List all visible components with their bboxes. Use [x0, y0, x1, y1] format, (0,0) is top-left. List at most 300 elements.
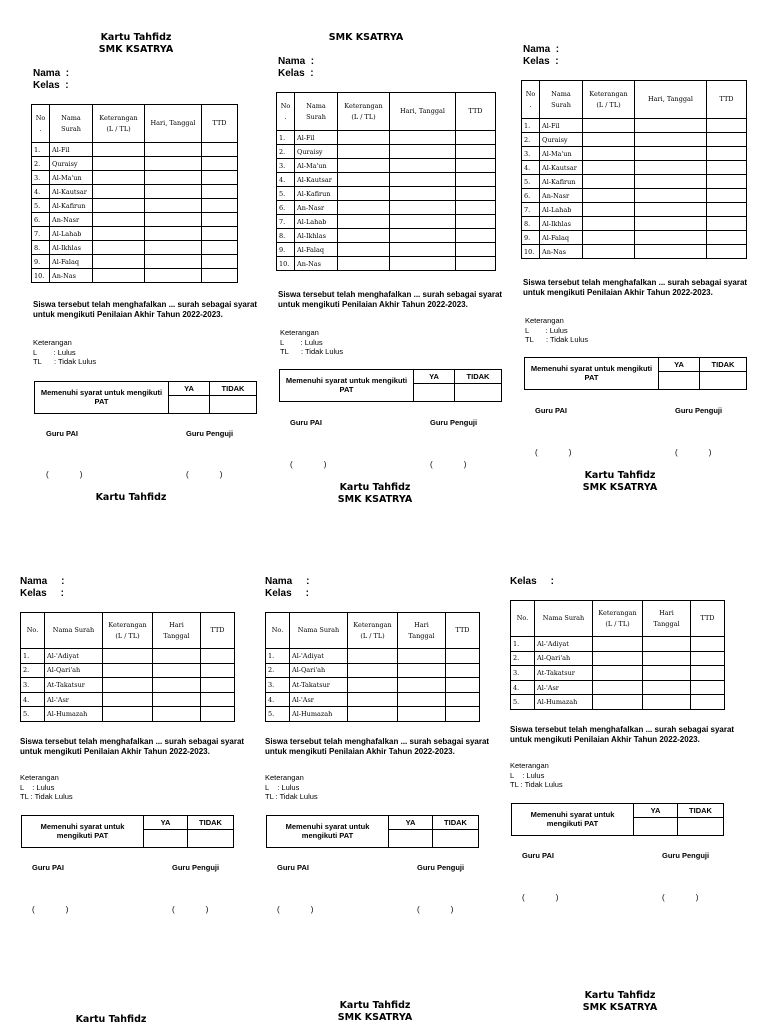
empty-cell[interactable] — [390, 229, 456, 243]
table-row — [266, 649, 480, 664]
empty-cell[interactable] — [338, 201, 390, 215]
empty-cell[interactable] — [145, 157, 202, 171]
empty-cell[interactable] — [398, 663, 446, 678]
row-number: 6. — [32, 213, 50, 227]
surah-name: An-Nas — [295, 257, 338, 271]
table-row — [522, 119, 747, 133]
signature-blank-pai[interactable]: ( ) — [32, 905, 69, 914]
row-number: 8. — [522, 217, 540, 231]
empty-cell[interactable] — [446, 707, 480, 722]
row-number: 1. — [21, 649, 45, 664]
surah-name: Al-Falaq — [50, 255, 93, 269]
table-row — [277, 201, 496, 215]
row-number: 7. — [277, 215, 295, 229]
row-number: 3. — [277, 159, 295, 173]
empty-cell[interactable] — [643, 666, 691, 681]
table-row — [277, 229, 496, 243]
empty-cell[interactable] — [153, 649, 201, 664]
table-row — [522, 175, 747, 189]
guru-penguji-label: Guru Penguji — [417, 863, 465, 872]
kelas-label: Kelas : — [20, 588, 64, 599]
empty-cell[interactable] — [446, 678, 480, 693]
surah-name: Al-Ma'un — [540, 147, 583, 161]
empty-cell[interactable] — [390, 173, 456, 187]
pat-requirement-box — [266, 815, 479, 848]
empty-cell[interactable] — [145, 171, 202, 185]
empty-cell[interactable] — [338, 215, 390, 229]
row-number: 6. — [277, 201, 295, 215]
footer-line: Kartu Tahfidz — [584, 990, 656, 1001]
empty-cell[interactable] — [103, 692, 153, 707]
row-number: 2. — [21, 663, 45, 678]
empty-cell[interactable] — [390, 159, 456, 173]
empty-cell[interactable] — [338, 145, 390, 159]
kelas-label: Kelas : — [265, 588, 309, 599]
surah-name: Al-Falaq — [295, 243, 338, 257]
empty-cell[interactable] — [93, 185, 145, 199]
legend-title: Keterangan — [33, 338, 72, 347]
empty-cell[interactable] — [103, 649, 153, 664]
legend-title: Keterangan — [525, 316, 564, 325]
footer-line: SMK KSATRYA — [582, 1002, 658, 1013]
empty-cell[interactable] — [201, 649, 235, 664]
surah-name: Al-'Adiyat — [45, 649, 103, 664]
column-header: Keterangan (L / TL) — [338, 93, 390, 131]
empty-cell[interactable] — [145, 143, 202, 157]
statement-text: Siswa tersebut telah menghafalkan ... surah sebagai syarat untuk mengikuti Penilaian Akhir Tahun 2022-2023. — [33, 300, 258, 319]
signature-blank-pai[interactable]: ( ) — [290, 460, 327, 469]
column-header: Nama Surah — [535, 601, 593, 637]
signature-blank-penguji[interactable]: ( ) — [662, 893, 699, 902]
ya-checkbox[interactable] — [144, 830, 188, 848]
column-header: TTD — [202, 105, 238, 143]
table-row — [266, 663, 480, 678]
signature-blank-penguji[interactable]: ( ) — [675, 448, 712, 457]
pat-requirement-box — [524, 357, 747, 390]
empty-cell[interactable] — [456, 201, 496, 215]
empty-cell[interactable] — [707, 133, 747, 147]
empty-cell[interactable] — [338, 257, 390, 271]
empty-cell[interactable] — [398, 649, 446, 664]
surah-table — [276, 92, 496, 271]
empty-cell[interactable] — [390, 257, 456, 271]
empty-cell[interactable] — [691, 637, 725, 652]
row-number: 5. — [277, 187, 295, 201]
surah-name: Quraisy — [50, 157, 93, 171]
empty-cell[interactable] — [202, 143, 238, 157]
column-header: No . — [277, 93, 295, 131]
surah-name: Al-Fil — [540, 119, 583, 133]
table-row — [21, 649, 235, 664]
nama-label: Nama : — [265, 576, 310, 587]
surah-name: At-Takatsur — [290, 678, 348, 693]
empty-cell[interactable] — [398, 707, 446, 722]
empty-cell[interactable] — [103, 707, 153, 722]
empty-cell[interactable] — [691, 651, 725, 666]
empty-cell[interactable] — [201, 663, 235, 678]
empty-cell[interactable] — [456, 243, 496, 257]
signature-blank-pai[interactable]: ( ) — [535, 448, 572, 457]
table-row — [277, 257, 496, 271]
empty-cell[interactable] — [93, 157, 145, 171]
empty-cell[interactable] — [348, 663, 398, 678]
empty-cell[interactable] — [93, 255, 145, 269]
empty-cell[interactable] — [338, 159, 390, 173]
empty-cell[interactable] — [93, 227, 145, 241]
surah-name: Al-Ikhlas — [295, 229, 338, 243]
column-header: TTD — [201, 613, 235, 649]
ya-header: YA — [659, 358, 700, 372]
empty-cell[interactable] — [93, 143, 145, 157]
empty-cell[interactable] — [201, 692, 235, 707]
empty-cell[interactable] — [446, 649, 480, 664]
empty-cell[interactable] — [583, 119, 635, 133]
ya-checkbox[interactable] — [659, 372, 700, 390]
student-info — [278, 56, 314, 80]
column-header: Nama Surah — [540, 81, 583, 119]
footer-line: Kartu Tahfidz — [339, 1000, 411, 1011]
empty-cell[interactable] — [583, 161, 635, 175]
statement-text: Siswa tersebut telah menghafalkan ... surah sebagai syarat untuk mengikuti Penilaian Akhir Tahun 2022-2023. — [20, 737, 245, 756]
empty-cell[interactable] — [145, 269, 202, 283]
empty-cell[interactable] — [583, 245, 635, 259]
tidak-checkbox[interactable] — [700, 372, 747, 390]
row-number: 8. — [32, 241, 50, 255]
legend-tidak-lulus: TL : Tidak Lulus — [525, 335, 589, 344]
table-row — [277, 131, 496, 145]
empty-cell[interactable] — [390, 187, 456, 201]
signature-blank-pai[interactable]: ( ) — [277, 905, 314, 914]
empty-cell[interactable] — [103, 663, 153, 678]
column-header: Hari, Tanggal — [145, 105, 202, 143]
table-row — [32, 255, 238, 269]
table-header-row — [32, 105, 238, 143]
tidak-checkbox[interactable] — [188, 830, 234, 848]
surah-name: Quraisy — [295, 145, 338, 159]
student-info — [510, 576, 554, 588]
tidak-checkbox[interactable] — [678, 818, 724, 836]
ya-header: YA — [634, 804, 678, 818]
signature-blank-pai[interactable]: ( ) — [522, 893, 559, 902]
empty-cell[interactable] — [691, 680, 725, 695]
statement-text: Siswa tersebut telah menghafalkan ... surah sebagai syarat untuk mengikuti Penilaian Akhir Tahun 2022-2023. — [278, 290, 503, 309]
row-number: 2. — [511, 651, 535, 666]
table-row — [522, 217, 747, 231]
card-footer-title — [76, 492, 186, 504]
row-number: 1. — [32, 143, 50, 157]
table-row — [32, 227, 238, 241]
guru-pai-label: Guru PAI — [46, 429, 78, 438]
empty-cell[interactable] — [593, 680, 643, 695]
empty-cell[interactable] — [707, 161, 747, 175]
surah-table — [521, 80, 747, 259]
row-number: 3. — [32, 171, 50, 185]
empty-cell[interactable] — [202, 199, 238, 213]
empty-cell[interactable] — [202, 185, 238, 199]
row-number: 2. — [266, 663, 290, 678]
table-row — [522, 245, 747, 259]
ya-header: YA — [414, 370, 455, 384]
surah-name: Al-'Adiyat — [535, 637, 593, 652]
surah-name: An-Nasr — [50, 213, 93, 227]
row-number: 4. — [32, 185, 50, 199]
guru-penguji-label: Guru Penguji — [430, 418, 478, 427]
empty-cell[interactable] — [348, 692, 398, 707]
ya-checkbox[interactable] — [634, 818, 678, 836]
empty-cell[interactable] — [456, 173, 496, 187]
pat-label: Memenuhi syarat untuk mengikuti PAT — [267, 816, 389, 848]
surah-name: Al-Kautsar — [540, 161, 583, 175]
empty-cell[interactable] — [635, 245, 707, 259]
ya-checkbox[interactable] — [414, 384, 455, 402]
table-row — [522, 203, 747, 217]
empty-cell[interactable] — [635, 119, 707, 133]
row-number: 5. — [511, 695, 535, 710]
table-row — [32, 171, 238, 185]
empty-cell[interactable] — [202, 227, 238, 241]
card-header — [76, 32, 196, 56]
surah-name: Al-Ma'un — [295, 159, 338, 173]
empty-cell[interactable] — [635, 203, 707, 217]
row-number: 3. — [522, 147, 540, 161]
guru-pai-label: Guru PAI — [277, 863, 309, 872]
empty-cell[interactable] — [201, 707, 235, 722]
legend-lulus: L : Lulus — [280, 337, 323, 347]
legend — [525, 316, 588, 345]
empty-cell[interactable] — [707, 203, 747, 217]
row-number: 10. — [277, 257, 295, 271]
ya-checkbox[interactable] — [389, 830, 433, 848]
empty-cell[interactable] — [643, 695, 691, 710]
pat-requirement-box — [21, 815, 234, 848]
table-row — [266, 678, 480, 693]
empty-cell[interactable] — [707, 245, 747, 259]
empty-cell[interactable] — [707, 231, 747, 245]
empty-cell[interactable] — [707, 119, 747, 133]
row-number: 1. — [522, 119, 540, 133]
surah-name: Al-Humazah — [290, 707, 348, 722]
empty-cell[interactable] — [635, 147, 707, 161]
empty-cell[interactable] — [456, 187, 496, 201]
empty-cell[interactable] — [390, 201, 456, 215]
pat-label: Memenuhi syarat untuk mengikuti PAT — [35, 382, 169, 414]
nama-label: Nama : — [20, 576, 65, 587]
surah-table — [265, 612, 480, 722]
signature-blank-penguji[interactable]: ( ) — [186, 470, 223, 479]
legend-lulus: L : Lulus — [20, 782, 55, 792]
surah-name: Al-Ikhlas — [540, 217, 583, 231]
empty-cell[interactable] — [93, 241, 145, 255]
legend-title: Keterangan — [510, 761, 549, 770]
table-header-row — [511, 601, 725, 637]
empty-cell[interactable] — [390, 243, 456, 257]
empty-cell[interactable] — [145, 227, 202, 241]
empty-cell[interactable] — [145, 255, 202, 269]
row-number: 10. — [522, 245, 540, 259]
empty-cell[interactable] — [338, 187, 390, 201]
table-row — [277, 243, 496, 257]
empty-cell[interactable] — [456, 145, 496, 159]
row-number: 3. — [21, 678, 45, 693]
tidak-checkbox[interactable] — [433, 830, 479, 848]
empty-cell[interactable] — [643, 637, 691, 652]
signature-blank-penguji[interactable]: ( ) — [430, 460, 467, 469]
empty-cell[interactable] — [153, 678, 201, 693]
empty-cell[interactable] — [593, 666, 643, 681]
empty-cell[interactable] — [635, 231, 707, 245]
empty-cell[interactable] — [707, 217, 747, 231]
empty-cell[interactable] — [145, 213, 202, 227]
pat-label: Memenuhi syarat untuk mengikuti PAT — [512, 804, 634, 836]
tidak-checkbox[interactable] — [455, 384, 502, 402]
empty-cell[interactable] — [643, 680, 691, 695]
empty-cell[interactable] — [583, 203, 635, 217]
empty-cell[interactable] — [103, 678, 153, 693]
table-header-row — [277, 93, 496, 131]
empty-cell[interactable] — [153, 692, 201, 707]
empty-cell[interactable] — [643, 651, 691, 666]
surah-name: Al-Qari'ah — [45, 663, 103, 678]
empty-cell[interactable] — [153, 707, 201, 722]
empty-cell[interactable] — [593, 651, 643, 666]
empty-cell[interactable] — [635, 175, 707, 189]
empty-cell[interactable] — [145, 185, 202, 199]
empty-cell[interactable] — [398, 692, 446, 707]
empty-cell[interactable] — [201, 678, 235, 693]
tidak-header: TIDAK — [188, 816, 234, 830]
empty-cell[interactable] — [93, 199, 145, 213]
surah-name: Al-Humazah — [45, 707, 103, 722]
empty-cell[interactable] — [583, 231, 635, 245]
empty-cell[interactable] — [348, 649, 398, 664]
empty-cell[interactable] — [456, 159, 496, 173]
legend-lulus: L : Lulus — [265, 782, 300, 792]
tidak-checkbox[interactable] — [210, 396, 257, 414]
empty-cell[interactable] — [583, 175, 635, 189]
legend-lulus: L : Lulus — [525, 325, 568, 335]
empty-cell[interactable] — [93, 213, 145, 227]
empty-cell[interactable] — [202, 241, 238, 255]
empty-cell[interactable] — [583, 147, 635, 161]
surah-name: Al-Fil — [50, 143, 93, 157]
column-header: Nama Surah — [50, 105, 93, 143]
surah-name: At-Takatsur — [535, 666, 593, 681]
table-row — [32, 213, 238, 227]
empty-cell[interactable] — [338, 131, 390, 145]
column-header: No . — [32, 105, 50, 143]
empty-cell[interactable] — [202, 213, 238, 227]
empty-cell[interactable] — [446, 663, 480, 678]
row-number: 4. — [522, 161, 540, 175]
table-row — [277, 215, 496, 229]
empty-cell[interactable] — [456, 215, 496, 229]
empty-cell[interactable] — [338, 229, 390, 243]
signature-blank-penguji[interactable]: ( ) — [172, 905, 209, 914]
surah-name: At-Takatsur — [45, 678, 103, 693]
table-row — [511, 666, 725, 681]
empty-cell[interactable] — [707, 175, 747, 189]
empty-cell[interactable] — [390, 145, 456, 159]
empty-cell[interactable] — [390, 131, 456, 145]
signature-blank-pai[interactable]: ( ) — [46, 470, 83, 479]
column-header: TTD — [707, 81, 747, 119]
table-row — [32, 143, 238, 157]
surah-name: Al-Falaq — [540, 231, 583, 245]
tidak-header: TIDAK — [455, 370, 502, 384]
empty-cell[interactable] — [202, 157, 238, 171]
empty-cell[interactable] — [348, 707, 398, 722]
empty-cell[interactable] — [398, 678, 446, 693]
ya-checkbox[interactable] — [169, 396, 210, 414]
empty-cell[interactable] — [583, 217, 635, 231]
empty-cell[interactable] — [348, 678, 398, 693]
surah-name: Al-Kafirun — [50, 199, 93, 213]
footer-line: Kartu Tahfidz — [75, 1014, 147, 1025]
column-header: Keterangan (L / TL) — [103, 613, 153, 649]
surah-name: Al-'Asr — [45, 692, 103, 707]
column-header: Nama Surah — [295, 93, 338, 131]
ya-header: YA — [144, 816, 188, 830]
empty-cell[interactable] — [707, 147, 747, 161]
empty-cell[interactable] — [153, 663, 201, 678]
empty-cell[interactable] — [635, 161, 707, 175]
kelas-label: Kelas : — [278, 68, 314, 79]
empty-cell[interactable] — [707, 189, 747, 203]
empty-cell[interactable] — [93, 171, 145, 185]
signature-blank-penguji[interactable]: ( ) — [417, 905, 454, 914]
card-footer-title — [320, 1000, 430, 1024]
empty-cell[interactable] — [583, 189, 635, 203]
empty-cell[interactable] — [338, 243, 390, 257]
empty-cell[interactable] — [583, 133, 635, 147]
row-number: 4. — [277, 173, 295, 187]
empty-cell[interactable] — [691, 666, 725, 681]
surah-name: Al-'Asr — [535, 680, 593, 695]
empty-cell[interactable] — [202, 269, 238, 283]
legend — [265, 773, 318, 802]
empty-cell[interactable] — [202, 171, 238, 185]
row-number: 4. — [511, 680, 535, 695]
empty-cell[interactable] — [456, 257, 496, 271]
pat-label: Memenuhi syarat untuk mengikuti PAT — [22, 816, 144, 848]
empty-cell[interactable] — [593, 637, 643, 652]
empty-cell[interactable] — [390, 215, 456, 229]
table-row — [277, 187, 496, 201]
empty-cell[interactable] — [635, 189, 707, 203]
empty-cell[interactable] — [635, 217, 707, 231]
guru-penguji-label: Guru Penguji — [662, 851, 710, 860]
empty-cell[interactable] — [93, 269, 145, 283]
empty-cell[interactable] — [456, 131, 496, 145]
empty-cell[interactable] — [145, 199, 202, 213]
footer-line: SMK KSATRYA — [337, 1012, 413, 1023]
empty-cell[interactable] — [593, 695, 643, 710]
empty-cell[interactable] — [456, 229, 496, 243]
empty-cell[interactable] — [145, 241, 202, 255]
empty-cell[interactable] — [202, 255, 238, 269]
empty-cell[interactable] — [338, 173, 390, 187]
card-header — [306, 32, 426, 44]
empty-cell[interactable] — [691, 695, 725, 710]
empty-cell[interactable] — [446, 692, 480, 707]
card-header-line: Kartu Tahfidz — [100, 32, 172, 43]
surah-name: Al-Humazah — [535, 695, 593, 710]
surah-name: An-Nas — [540, 245, 583, 259]
footer-line: Kartu Tahfidz — [95, 492, 167, 503]
empty-cell[interactable] — [635, 133, 707, 147]
column-header: Hari Tanggal — [153, 613, 201, 649]
row-number: 5. — [522, 175, 540, 189]
